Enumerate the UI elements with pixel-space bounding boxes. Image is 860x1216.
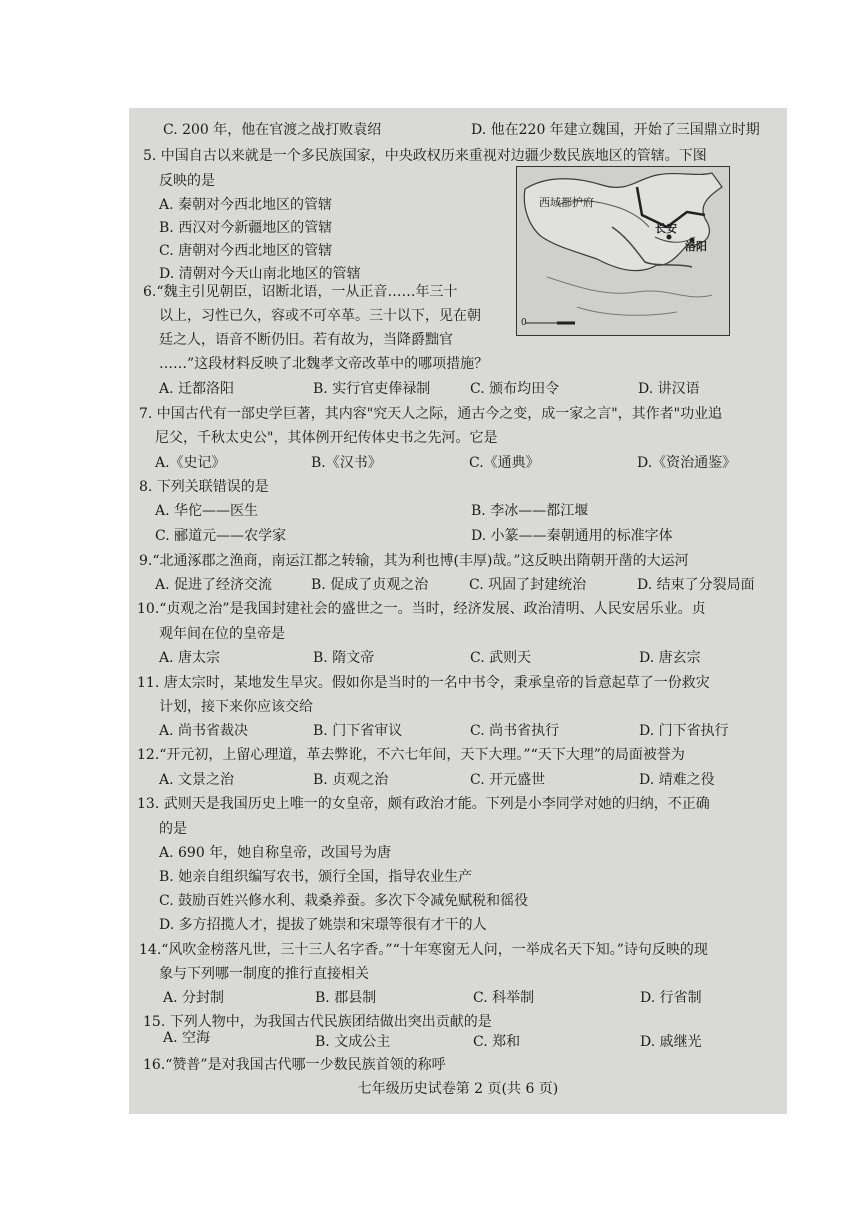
q15-stem: 15. 下列人物中，为我国古代民族团结做出突出贡献的是 bbox=[143, 1014, 492, 1030]
q6-line-2: 以上，习性已久，容或不可卒革。三十以下，见在朝 bbox=[159, 308, 481, 324]
q7-option-a: A.《史记》 bbox=[155, 455, 226, 471]
q10-option-d: D. 唐玄宗 bbox=[639, 650, 701, 666]
q16-stem: 16.“赞普”是对我国古代哪一少数民族首领的称呼 bbox=[143, 1057, 446, 1073]
q7-option-b: B.《汉书》 bbox=[311, 455, 382, 471]
q7-option-c: C.《通典》 bbox=[469, 455, 540, 471]
map-label-region: 西域都护府 bbox=[539, 196, 594, 209]
q15-option-a: A. 空海 bbox=[163, 1030, 211, 1046]
q10-line-2: 观年间在位的皇帝是 bbox=[159, 626, 285, 642]
q6-line-4: ……”这段材料反映了北魏孝文帝改革中的哪项措施？ bbox=[159, 356, 489, 372]
q15-option-c: C. 郑和 bbox=[473, 1034, 521, 1050]
q7-line-2: 尼父，千秋太史公"，其体例开纪传体史书之先河。它是 bbox=[155, 430, 498, 446]
q14-line-1: 14.“风吹金榜落凡世，三十三人名字香。”“十年寒窗无人问，一举成名天下知。”诗句反映的现 bbox=[139, 942, 708, 958]
q14-option-a: A. 分封制 bbox=[163, 990, 225, 1006]
map-label-changan: 长安 bbox=[655, 222, 677, 235]
exam-page bbox=[129, 108, 787, 1114]
q13-option-b: B. 她亲自组织编写农书，颁行全国，指导农业生产 bbox=[159, 869, 473, 885]
q8-option-d: D. 小篆——秦朝通用的标准字体 bbox=[471, 528, 673, 544]
q11-option-c: C. 尚书省执行 bbox=[470, 723, 560, 739]
q12-option-c: C. 开元盛世 bbox=[470, 772, 546, 788]
q11-line-1: 11. 唐太宗时，某地发生旱灾。假如你是当时的一名中书令，秉承皇帝的旨意起草了一份救灾 bbox=[137, 675, 710, 691]
q9-option-c: C. 巩固了封建统治 bbox=[469, 577, 587, 593]
q8-stem: 8. 下列关联错误的是 bbox=[139, 479, 269, 495]
q5-option-c: C. 唐朝对今西北地区的管辖 bbox=[159, 243, 333, 259]
q5-option-a: A. 秦朝对今西北地区的管辖 bbox=[159, 197, 333, 213]
q6-option-d: D. 讲汉语 bbox=[638, 381, 700, 397]
q10-option-a: A. 唐太宗 bbox=[159, 650, 221, 666]
q11-option-b: B. 门下省审议 bbox=[313, 723, 403, 739]
q10-option-b: B. 隋文帝 bbox=[313, 650, 375, 666]
q13-line-1: 13. 武则天是我国历史上唯一的女皇帝，颇有政治才能。下列是小李同学对她的归纳，不正确 bbox=[137, 796, 710, 812]
q4-option-d: D. 他在220 年建立魏国，开始了三国鼎立时期 bbox=[471, 122, 760, 138]
q5-stem-cont: 反映的是 bbox=[159, 173, 215, 189]
q10-line-1: 10.“贞观之治”是我国封建社会的盛世之一。当时，经济发展、政治清明、人民安居乐业。贞 bbox=[137, 601, 706, 617]
q6-line-1: 6.“魏主引见朝臣，诏断北语，一从正音……年三十 bbox=[143, 284, 458, 300]
q7-line-1: 7. 中国古代有一部史学巨著，其内容"究天人之际，通古今之变，成一家之言"，其作者"功业追 bbox=[139, 406, 723, 422]
q6-option-b: B. 实行官吏俸禄制 bbox=[313, 381, 431, 397]
map-scale-label: 0 bbox=[521, 318, 527, 328]
q12-option-a: A. 文景之治 bbox=[159, 772, 235, 788]
q9-option-b: B. 促成了贞观之治 bbox=[311, 577, 429, 593]
q8-option-c: C. 郦道元——农学家 bbox=[155, 528, 287, 544]
q8-option-b: B. 李冰——都江堰 bbox=[471, 503, 589, 519]
q5-option-d: D. 清朝对今天山南北地区的管辖 bbox=[159, 266, 361, 282]
page-footer: 七年级历史试卷第 2 页(共 6 页) bbox=[357, 1081, 559, 1097]
q14-option-d: D. 行省制 bbox=[640, 990, 702, 1006]
q14-option-c: C. 科举制 bbox=[473, 990, 535, 1006]
q5-stem: 5. 中国自古以来就是一个多民族国家，中央政权历来重视对边疆少数民族地区的管辖。下图 bbox=[143, 148, 707, 164]
q12-option-b: B. 贞观之治 bbox=[313, 772, 389, 788]
q14-option-b: B. 郡县制 bbox=[315, 990, 377, 1006]
map-label-luoyang: 洛阳 bbox=[685, 240, 707, 253]
q11-line-2: 计划，接下来你应该交给 bbox=[159, 699, 313, 715]
q5-map bbox=[516, 166, 730, 336]
q9-stem: 9.“北通涿郡之渔商，南运江都之转输，其为利也博(丰厚)哉。”这反映出隋朝开凿的大运河 bbox=[139, 553, 689, 569]
q6-line-3: 廷之人，语音不断仍旧。若有故为，当降爵黜官 bbox=[159, 332, 453, 348]
q5-option-b: B. 西汉对今新疆地区的管辖 bbox=[159, 220, 333, 236]
q13-option-c: C. 鼓励百姓兴修水利、栽桑养蚕。多次下令减免赋税和徭役 bbox=[159, 893, 529, 909]
q12-option-d: D. 靖难之役 bbox=[639, 772, 715, 788]
q6-option-c: C. 颁布均田令 bbox=[470, 381, 560, 397]
q11-option-d: D. 门下省执行 bbox=[639, 723, 729, 739]
q6-option-a: A. 迁都洛阳 bbox=[159, 381, 235, 397]
q12-stem: 12.“开元初，上留心理道，革去弊讹，不六七年间，天下大理。”“天下大理”的局面被誉为 bbox=[137, 747, 685, 763]
q13-option-a: A. 690 年，她自称皇帝，改国号为唐 bbox=[159, 845, 392, 861]
q11-option-a: A. 尚书省裁决 bbox=[159, 723, 249, 739]
q7-option-d: D.《资治通鉴》 bbox=[637, 455, 737, 471]
q15-option-b: B. 文成公主 bbox=[315, 1034, 391, 1050]
q9-option-d: D. 结束了分裂局面 bbox=[637, 577, 755, 593]
q9-option-a: A. 促进了经济交流 bbox=[155, 577, 273, 593]
q15-option-d: D. 戚继光 bbox=[640, 1034, 702, 1050]
q13-line-2: 的是 bbox=[159, 821, 187, 837]
q4-option-c: C. 200 年，他在官渡之战打败袁绍 bbox=[163, 122, 382, 138]
q14-line-2: 象与下列哪一制度的推行直接相关 bbox=[159, 966, 369, 982]
q10-option-c: C. 武则天 bbox=[470, 650, 532, 666]
q8-option-a: A. 华佗——医生 bbox=[155, 503, 259, 519]
q13-option-d: D. 多方招揽人才，提拔了姚崇和宋璟等很有才干的人 bbox=[159, 917, 487, 933]
